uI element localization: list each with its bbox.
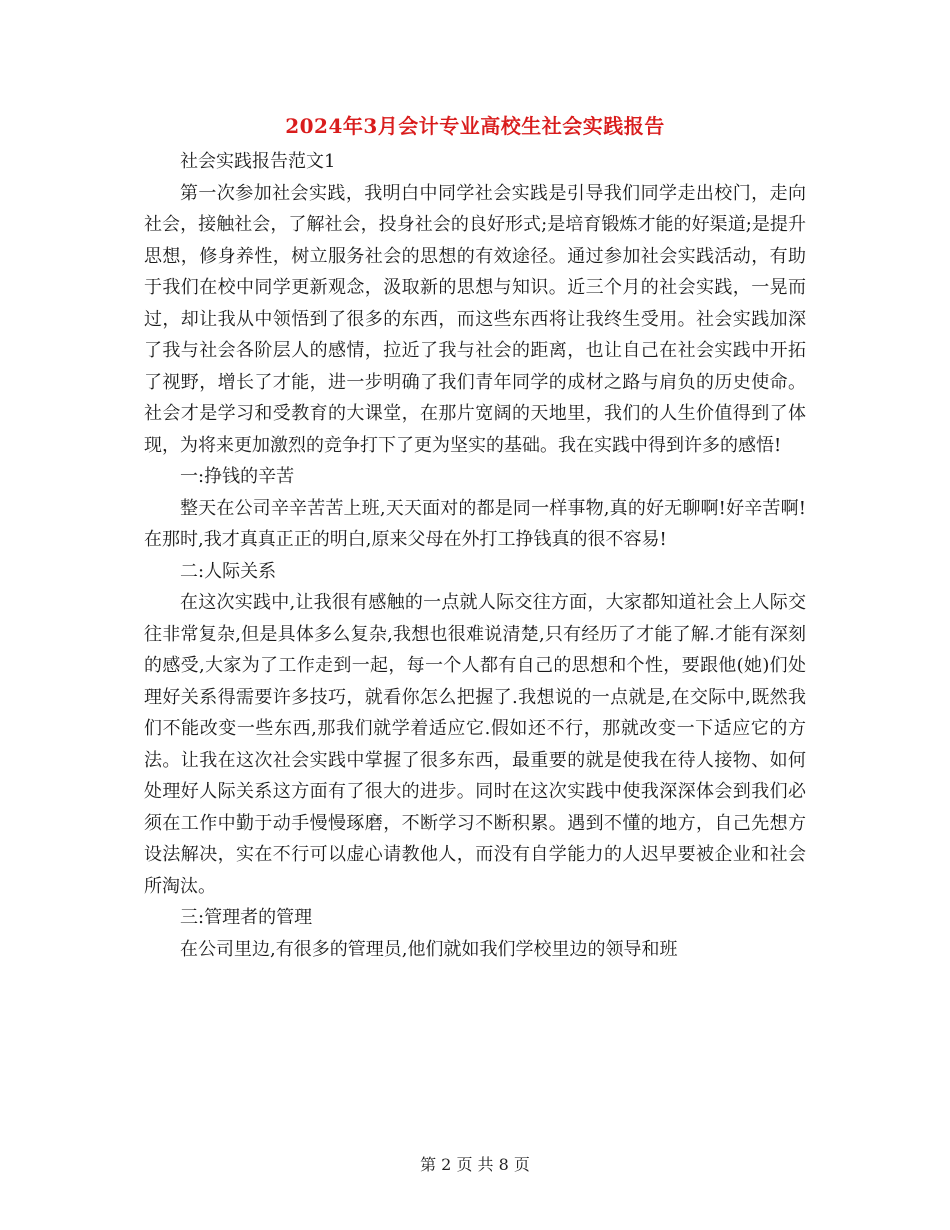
section-heading: 三:管理者的管理 <box>180 907 313 928</box>
body-paragraph: 在这次实践中,让我很有感触的一点就人际交往方面，大家都知道社会上人际交往非常复杂,但是具体多么复杂,我想也很难说清楚,只有经历了才能了解.才能有深刻的感受,大家为了工作走到一起，每一个人都有自己的思想和个性，要跟他(她)们处理好关系得需要许多技巧，就看你怎么把握了.我想说的一点就是,在交际中,既然我们不能改变一些东西,那我们就学着适应它.假如还不行，那就改变一下适应它的方法。让我在这次社会实践中掌握了很多东西，最重要的就是使我在待人接物、如何处理好人际关系这方面有了很大的进步。同时在这次实践中使我深深体会到我们必须在工作中勤于动手慢慢琢磨，不断学习不断积累。遇到不懂的地方，自己先想方设法解决，实在不行可以虚心请教他人，而没有自学能力的人迟早要被企业和社会所淘汰。 <box>144 592 806 897</box>
section-heading: 一:挣钱的辛苦 <box>180 466 295 487</box>
section-heading: 二:人际关系 <box>180 560 277 582</box>
body-paragraph: 整天在公司辛辛苦苦上班,天天面对的都是同一样事物,真的好无聊啊!好辛苦啊!在那时,我才真真正正的明白,原来父母在外打工挣钱真的很不容易! <box>144 497 806 550</box>
section-heading: 社会实践报告范文1 <box>180 151 336 172</box>
document-title: 2024年3月会计专业高校生社会实践报告 <box>285 114 665 138</box>
body-paragraph: 在公司里边,有很多的管理员,他们就如我们学校里边的领导和班 <box>180 938 678 960</box>
document-body <box>144 146 806 965</box>
page-footer: 第 2 页 共 8 页 <box>420 1155 530 1174</box>
body-paragraph: 第一次参加社会实践，我明白中同学社会实践是引导我们同学走出校门，走向社会，接触社会，了解社会，投身社会的良好形式;是培育锻炼才能的好渠道;是提升思想，修身养性，树立服务社会的思想的有效途径。通过参加社会实践活动，有助于我们在校中同学更新观念，汲取新的思想与知识。近三个月的社会实践，一晃而过，却让我从中领悟到了很多的东西，而这些东西将让我终生受用。社会实践加深了我与社会各阶层人的感情，拉近了我与社会的距离，也让自己在社会实践中开拓了视野，增长了才能，进一步明确了我们青年同学的成材之路与肩负的历史使命。社会才是学习和受教育的大课堂，在那片宽阔的天地里，我们的人生价值得到了体现，为将来更加激烈的竞争打下了更为坚实的基础。我在实践中得到许多的感悟! <box>144 182 806 456</box>
